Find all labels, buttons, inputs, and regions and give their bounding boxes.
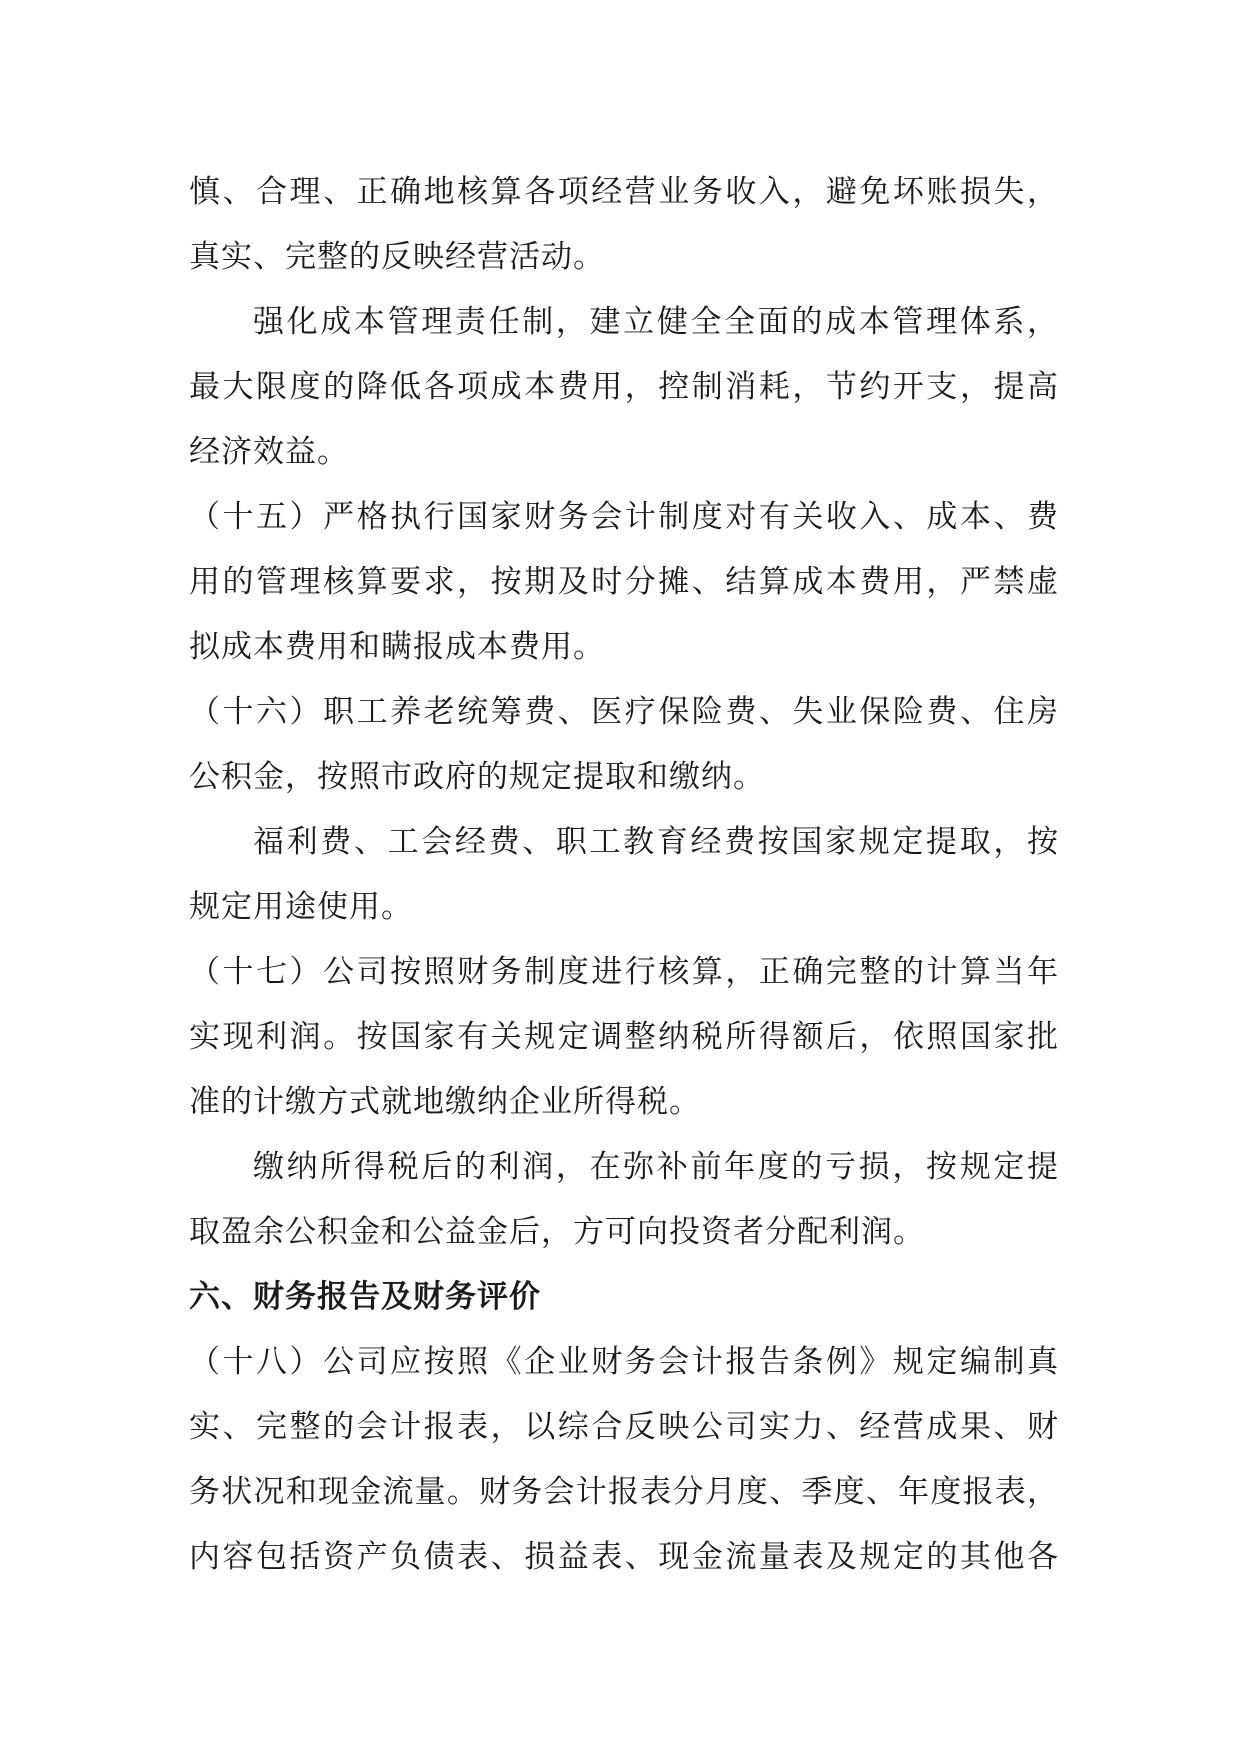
text-line: 福利费、工会经费、职工教育经费按国家规定提取，按 (253, 824, 1059, 860)
text-line: 拟成本费用和瞒报成本费用。 (189, 629, 605, 665)
text-line: （十七）公司按照财务制度进行核算，正确完整的计算当年 (189, 954, 1059, 990)
text-line: （十五）严格执行国家财务会计制度对有关收入、成本、费 (189, 499, 1059, 535)
text-line: 用的管理核算要求，按期及时分摊、结算成本费用，严禁虚 (189, 564, 1059, 600)
text-line: 慎、合理、正确地核算各项经营业务收入，避免坏账损失， (189, 174, 1059, 210)
text-line: 强化成本管理责任制，建立健全全面的成本管理体系， (253, 304, 1059, 340)
text-line: 内容包括资产负债表、损益表、现金流量表及规定的其他各 (189, 1539, 1059, 1575)
text-line: 经济效益。 (189, 434, 349, 470)
text-line: 取盈余公积金和公益金后，方可向投资者分配利润。 (189, 1214, 925, 1250)
section-heading: 六、财务报告及财务评价 (189, 1279, 541, 1315)
text-line: 缴纳所得税后的利润，在弥补前年度的亏损，按规定提 (253, 1149, 1059, 1185)
text-line: 准的计缴方式就地缴纳企业所得税。 (189, 1084, 701, 1120)
text-line: （十六）职工养老统筹费、医疗保险费、失业保险费、住房 (189, 694, 1059, 730)
text-line: 最大限度的降低各项成本费用，控制消耗，节约开支，提高 (189, 369, 1059, 405)
text-line: 真实、完整的反映经营活动。 (189, 239, 605, 275)
text-line: 务状况和现金流量。财务会计报表分月度、季度、年度报表， (189, 1474, 1059, 1510)
text-line: 实现利润。按国家有关规定调整纳税所得额后，依照国家批 (189, 1019, 1059, 1055)
text-line: （十八）公司应按照《企业财务会计报告条例》规定编制真 (189, 1344, 1059, 1380)
document-body (189, 160, 1059, 1590)
text-line: 规定用途使用。 (189, 889, 413, 925)
text-line: 实、完整的会计报表，以综合反映公司实力、经营成果、财 (189, 1409, 1059, 1445)
text-line: 公积金，按照市政府的规定提取和缴纳。 (189, 759, 765, 795)
